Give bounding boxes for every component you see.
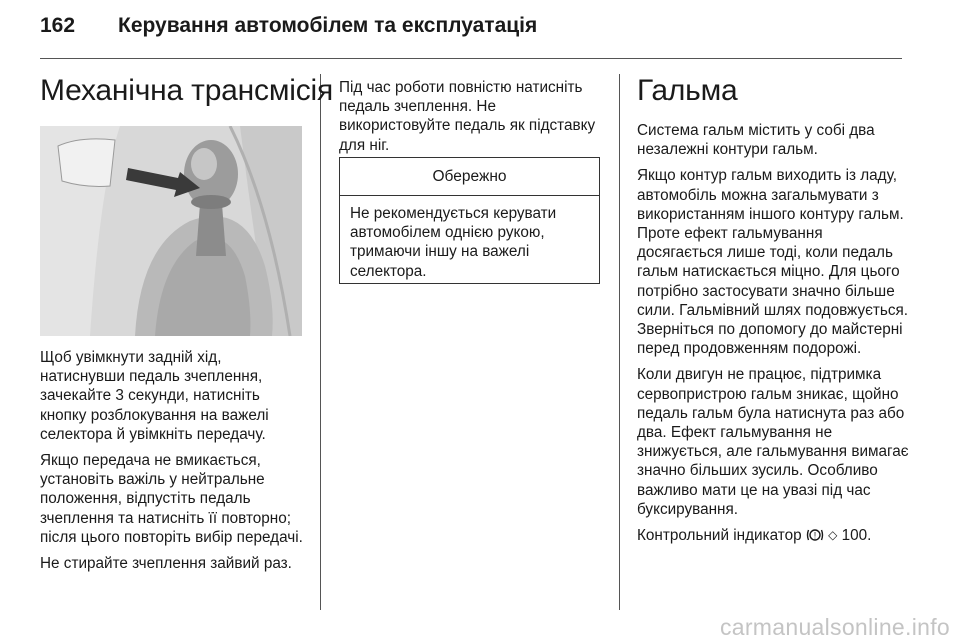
- indicator-page-link[interactable]: 100.: [841, 527, 872, 545]
- paragraph: Під час роботи повністю натисніть педаль зчеплення. Не використовуйте педаль як підставку для ніг.: [339, 79, 596, 154]
- page-header: [40, 14, 537, 38]
- section-title-manual-transmission: Механічна трансмісія: [40, 74, 334, 107]
- caution-box: [339, 157, 600, 284]
- column-divider-right: [619, 74, 620, 610]
- reverse-gear-text: [40, 348, 308, 580]
- brakes-text: [637, 121, 909, 555]
- gear-shift-illustration: [40, 126, 302, 336]
- page-number: 162: [40, 14, 76, 37]
- paragraph: Щоб увімкнути задній хід, натиснувши педаль зчеплення, зачекайте 3 секунди, натисніть кнопку розблокування на важелі селектора й увімкніть передачу.: [40, 349, 269, 443]
- page-reference-arrow-icon: ◇: [828, 528, 838, 543]
- paragraph: Коли двигун не працює, підтримка сервопристрою гальм зникає, щойно педаль гальм була натиснута раз або два. Ефект гальмування не знижується, але гальмування вимагає значно більших зусиль. Особливо важливо мати це на увазі під час буксирування.: [637, 366, 909, 518]
- chapter-title: Керування автомобілем та експлуатація: [118, 14, 538, 37]
- paragraph: Якщо передача не вмикається, установіть важіль у нейтральне положення, відпустіть педаль зчеплення та натисніть її повторно; після цього повторіть вибір передачі.: [40, 452, 303, 546]
- paragraph: Система гальм містить у собі два незалежні контури гальм.: [637, 122, 875, 159]
- header-divider: [40, 58, 902, 59]
- paragraph: Якщо контур гальм виходить із ладу, автомобіль можна загальмувати з використанням іншого контуру гальм. Проте ефект гальмування досягається лише тоді, коли педаль гальм натискається міцно. Для цього потрібно застосувати значно більше сили. Гальмівний шлях подовжується. Зверніться по допомогу до майстерні перед продовженням подорожі.: [637, 167, 909, 358]
- section-title-brakes: Гальма: [637, 74, 738, 107]
- brake-warning-icon: [806, 527, 824, 548]
- caution-body: Не рекомендується керувати автомобілем однією рукою, тримаючи іншу на важелі селектора.: [350, 205, 557, 280]
- caution-title: Обережно: [340, 158, 599, 196]
- indicator-label: Контрольний індикатор: [637, 527, 802, 545]
- gear-shift-reverse-arrow-illustration: [40, 126, 302, 336]
- svg-text:!: !: [813, 530, 817, 541]
- watermark: carmanualsonline.info: [719, 614, 950, 640]
- paragraph: Не стирайте зчеплення зайвий раз.: [40, 555, 292, 573]
- clutch-text: [339, 78, 607, 162]
- column-divider-left: [320, 74, 321, 610]
- indicator-reference: [637, 526, 909, 548]
